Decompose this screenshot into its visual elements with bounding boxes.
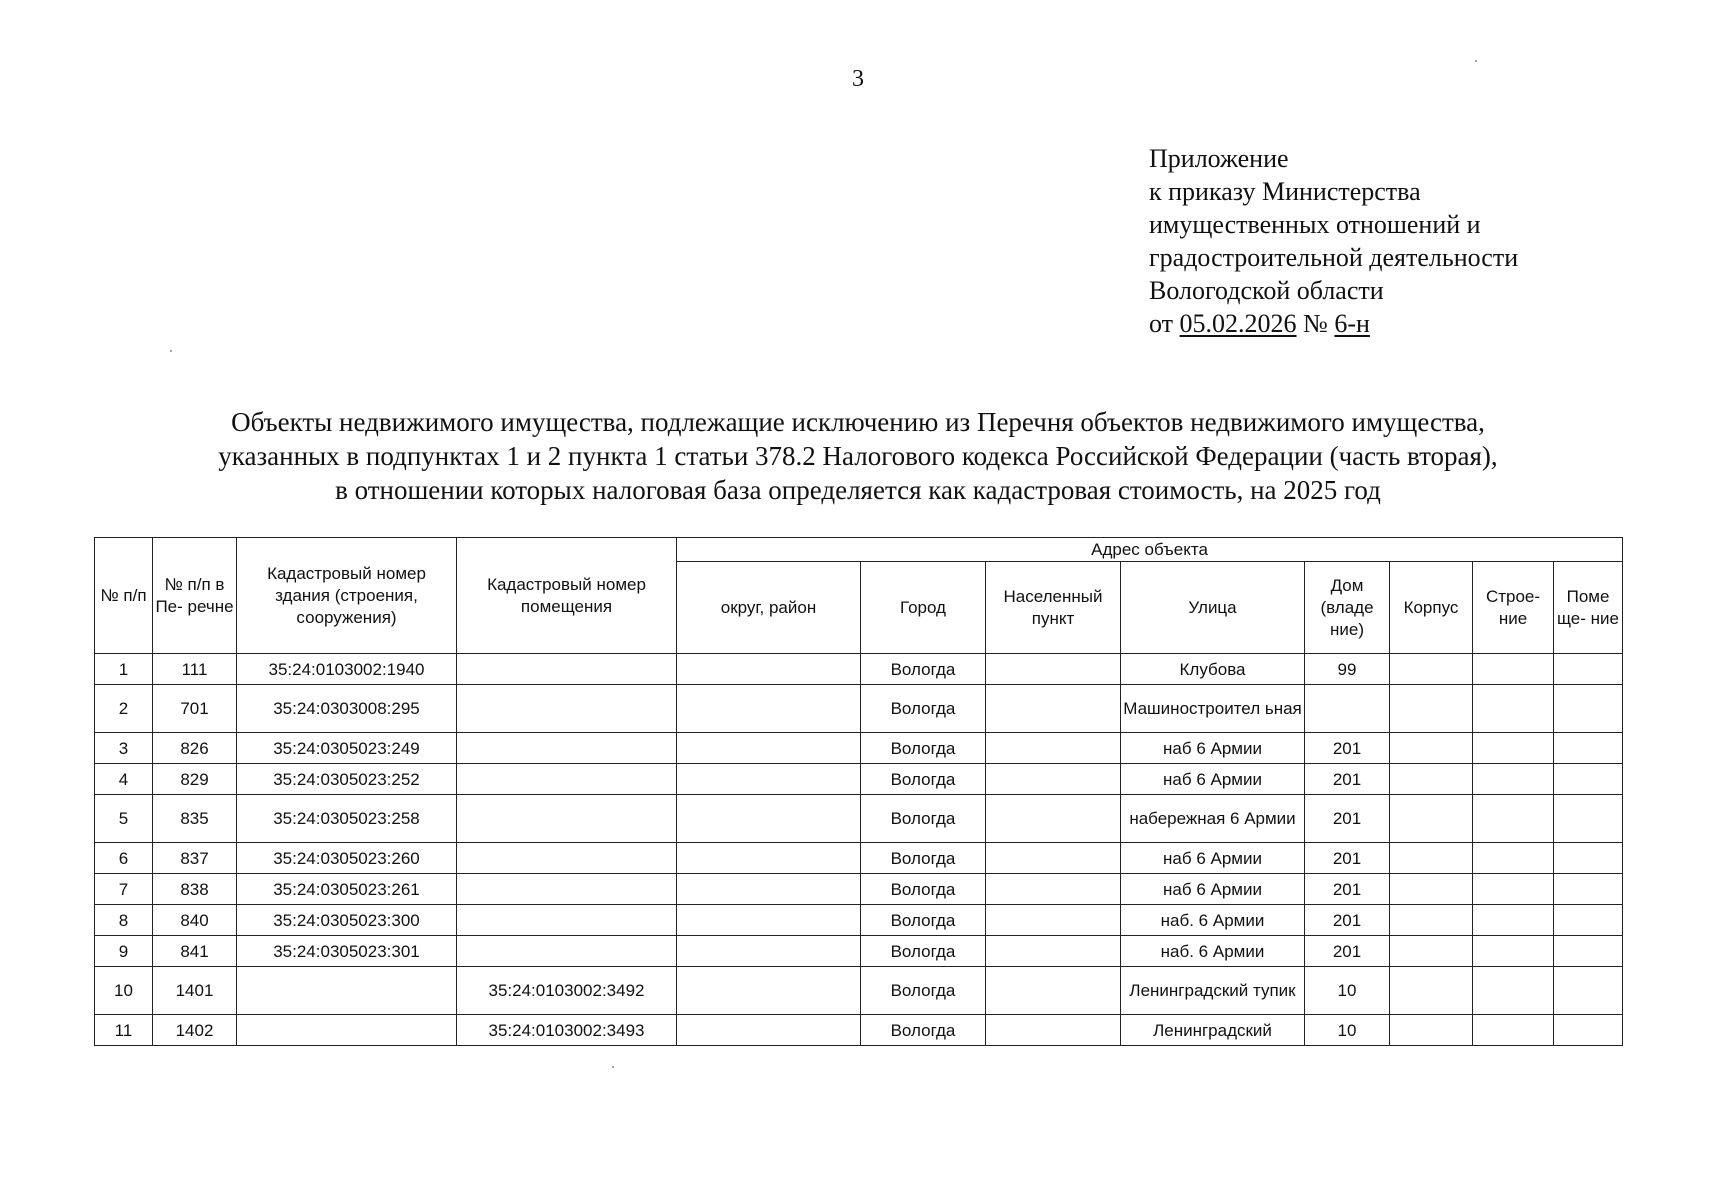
header-num: № п/п [95, 538, 153, 654]
cell-structure [1473, 685, 1554, 733]
cell-district [677, 905, 861, 936]
header-district: округ, район [677, 562, 861, 654]
cell-num: 10 [95, 967, 153, 1015]
header-building-cadastral: Кадастровый номер здания (строения, сооружения) [237, 538, 457, 654]
cell-structure [1473, 733, 1554, 764]
scan-speck [170, 350, 172, 352]
header-street: Улица [1121, 562, 1305, 654]
cell-city: Вологда [861, 795, 986, 843]
page-number: 3 [852, 66, 864, 92]
cell-premises [1554, 936, 1623, 967]
cell-list-num: 826 [153, 733, 237, 764]
cell-locality [986, 843, 1121, 874]
cell-list-num: 841 [153, 936, 237, 967]
cell-list-num: 111 [153, 654, 237, 685]
cell-num: 6 [95, 843, 153, 874]
cell-num: 3 [95, 733, 153, 764]
cell-num: 4 [95, 764, 153, 795]
cell-city: Вологда [861, 733, 986, 764]
cell-structure [1473, 967, 1554, 1015]
cell-structure [1473, 936, 1554, 967]
cell-locality [986, 905, 1121, 936]
cell-block [1390, 654, 1473, 685]
cell-block [1390, 843, 1473, 874]
cell-num: 11 [95, 1015, 153, 1046]
cell-house: 201 [1305, 733, 1390, 764]
date-prefix: от [1149, 309, 1174, 338]
scan-speck [612, 1066, 614, 1068]
cell-num: 5 [95, 795, 153, 843]
cell-district [677, 874, 861, 905]
cell-num: 2 [95, 685, 153, 733]
cell-premises-cadastral [457, 936, 677, 967]
title-line: Объекты недвижимого имущества, подлежащие исключению из Перечня объектов недвижимого имущества, [231, 407, 1485, 437]
cell-premises [1554, 967, 1623, 1015]
cell-district [677, 967, 861, 1015]
cell-block [1390, 764, 1473, 795]
cell-premises-cadastral [457, 905, 677, 936]
cell-list-num: 1401 [153, 967, 237, 1015]
cell-city: Вологда [861, 654, 986, 685]
cell-premises [1554, 874, 1623, 905]
cell-structure [1473, 905, 1554, 936]
cell-building-cadastral [237, 967, 457, 1015]
number-sign: № [1303, 309, 1328, 338]
cell-num: 7 [95, 874, 153, 905]
cell-city: Вологда [861, 764, 986, 795]
cell-num: 8 [95, 905, 153, 936]
cell-num: 9 [95, 936, 153, 967]
appendix-line: к приказу Министерства [1149, 177, 1421, 206]
cell-city: Вологда [861, 936, 986, 967]
cell-street: набережная 6 Армии [1121, 795, 1305, 843]
cell-house: 201 [1305, 874, 1390, 905]
cell-city: Вологда [861, 874, 986, 905]
cell-city: Вологда [861, 843, 986, 874]
table-row [95, 874, 1623, 905]
cell-locality [986, 654, 1121, 685]
cell-district [677, 843, 861, 874]
cell-premises-cadastral: 35:24:0103002:3493 [457, 1015, 677, 1046]
cell-block [1390, 936, 1473, 967]
cell-block [1390, 905, 1473, 936]
cell-district [677, 764, 861, 795]
cell-block [1390, 874, 1473, 905]
cell-premises-cadastral [457, 685, 677, 733]
table-row [95, 936, 1623, 967]
cell-block [1390, 733, 1473, 764]
cell-num: 1 [95, 654, 153, 685]
cell-street: Ленинградский [1121, 1015, 1305, 1046]
cell-list-num: 701 [153, 685, 237, 733]
cell-locality [986, 936, 1121, 967]
header-block: Корпус [1390, 562, 1473, 654]
cell-building-cadastral: 35:24:0305023:260 [237, 843, 457, 874]
scan-speck [1475, 60, 1477, 62]
cell-structure [1473, 654, 1554, 685]
appendix-line: Приложение [1149, 144, 1289, 173]
cell-street: наб. 6 Армии [1121, 936, 1305, 967]
cell-district [677, 936, 861, 967]
cell-block [1390, 967, 1473, 1015]
cell-locality [986, 733, 1121, 764]
cell-list-num: 829 [153, 764, 237, 795]
cell-structure [1473, 1015, 1554, 1046]
cell-premises [1554, 733, 1623, 764]
table-row [95, 905, 1623, 936]
cell-locality [986, 967, 1121, 1015]
cell-premises [1554, 843, 1623, 874]
cell-city: Вологда [861, 967, 986, 1015]
cell-house: 201 [1305, 764, 1390, 795]
cell-house: 10 [1305, 1015, 1390, 1046]
cell-structure [1473, 795, 1554, 843]
cell-premises-cadastral [457, 764, 677, 795]
cell-building-cadastral: 35:24:0305023:301 [237, 936, 457, 967]
appendix-line: градостроительной деятельности [1149, 243, 1519, 272]
appendix-line: имущественных отношений и [1149, 210, 1481, 239]
cell-locality [986, 874, 1121, 905]
cell-premises [1554, 905, 1623, 936]
cell-premises-cadastral: 35:24:0103002:3492 [457, 967, 677, 1015]
table-row [95, 764, 1623, 795]
cell-house: 10 [1305, 967, 1390, 1015]
cell-locality [986, 795, 1121, 843]
property-table [94, 537, 1623, 1046]
cell-street: Ленинградский тупик [1121, 967, 1305, 1015]
cell-city: Вологда [861, 905, 986, 936]
order-date: 05.02.2026 [1179, 309, 1297, 338]
order-number: 6-н [1334, 309, 1370, 338]
header-address-group: Адрес объекта [677, 538, 1623, 562]
header-locality: Населенный пункт [986, 562, 1121, 654]
cell-building-cadastral [237, 1015, 457, 1046]
table-row [95, 843, 1623, 874]
cell-street: наб 6 Армии [1121, 764, 1305, 795]
cell-building-cadastral: 35:24:0305023:261 [237, 874, 457, 905]
cell-premises-cadastral [457, 874, 677, 905]
cell-premises [1554, 654, 1623, 685]
title-line: в отношении которых налоговая база определяется как кадастровая стоимость, на 2025 год [335, 475, 1381, 505]
cell-district [677, 685, 861, 733]
title-line: указанных в подпунктах 1 и 2 пункта 1 статьи 378.2 Налогового кодекса Российской Федерации (часть вторая), [218, 441, 1498, 471]
cell-building-cadastral: 35:24:0305023:258 [237, 795, 457, 843]
cell-district [677, 733, 861, 764]
cell-premises [1554, 764, 1623, 795]
cell-list-num: 840 [153, 905, 237, 936]
cell-street: наб. 6 Армии [1121, 905, 1305, 936]
table-row [95, 967, 1623, 1015]
cell-list-num: 1402 [153, 1015, 237, 1046]
cell-district [677, 1015, 861, 1046]
cell-street: наб 6 Армии [1121, 733, 1305, 764]
cell-structure [1473, 843, 1554, 874]
appendix-block [1149, 142, 1518, 340]
table-row [95, 733, 1623, 764]
header-list-num: № п/п в Пе- речне [153, 538, 237, 654]
table-header-row [95, 538, 1623, 562]
appendix-line: Вологодской области [1149, 276, 1384, 305]
cell-block [1390, 685, 1473, 733]
header-premises-cadastral: Кадастровый номер помещения [457, 538, 677, 654]
cell-building-cadastral: 35:24:0303008:295 [237, 685, 457, 733]
header-structure: Строе- ние [1473, 562, 1554, 654]
cell-city: Вологда [861, 1015, 986, 1046]
header-city: Город [861, 562, 986, 654]
cell-structure [1473, 874, 1554, 905]
cell-list-num: 837 [153, 843, 237, 874]
table-row [95, 795, 1623, 843]
cell-building-cadastral: 35:24:0103002:1940 [237, 654, 457, 685]
cell-block [1390, 1015, 1473, 1046]
cell-street: Машиностроител ьная [1121, 685, 1305, 733]
cell-street: наб 6 Армии [1121, 843, 1305, 874]
cell-house: 201 [1305, 936, 1390, 967]
cell-premises [1554, 1015, 1623, 1046]
cell-house: 99 [1305, 654, 1390, 685]
header-house: Дом (владе ние) [1305, 562, 1390, 654]
cell-premises [1554, 685, 1623, 733]
cell-street: наб 6 Армии [1121, 874, 1305, 905]
cell-block [1390, 795, 1473, 843]
document-title [0, 405, 1716, 507]
cell-premises-cadastral [457, 654, 677, 685]
cell-locality [986, 764, 1121, 795]
cell-street: Клубова [1121, 654, 1305, 685]
cell-house [1305, 685, 1390, 733]
header-premises: Поме ще- ние [1554, 562, 1623, 654]
appendix-order-ref [1149, 307, 1518, 340]
table-row [95, 654, 1623, 685]
cell-list-num: 835 [153, 795, 237, 843]
table-row [95, 685, 1623, 733]
cell-premises [1554, 795, 1623, 843]
cell-premises-cadastral [457, 843, 677, 874]
cell-building-cadastral: 35:24:0305023:249 [237, 733, 457, 764]
cell-list-num: 838 [153, 874, 237, 905]
cell-district [677, 795, 861, 843]
cell-house: 201 [1305, 795, 1390, 843]
cell-locality [986, 1015, 1121, 1046]
cell-building-cadastral: 35:24:0305023:252 [237, 764, 457, 795]
cell-district [677, 654, 861, 685]
cell-house: 201 [1305, 843, 1390, 874]
cell-premises-cadastral [457, 733, 677, 764]
table-row [95, 1015, 1623, 1046]
cell-structure [1473, 764, 1554, 795]
cell-building-cadastral: 35:24:0305023:300 [237, 905, 457, 936]
cell-house: 201 [1305, 905, 1390, 936]
cell-premises-cadastral [457, 795, 677, 843]
cell-city: Вологда [861, 685, 986, 733]
cell-locality [986, 685, 1121, 733]
